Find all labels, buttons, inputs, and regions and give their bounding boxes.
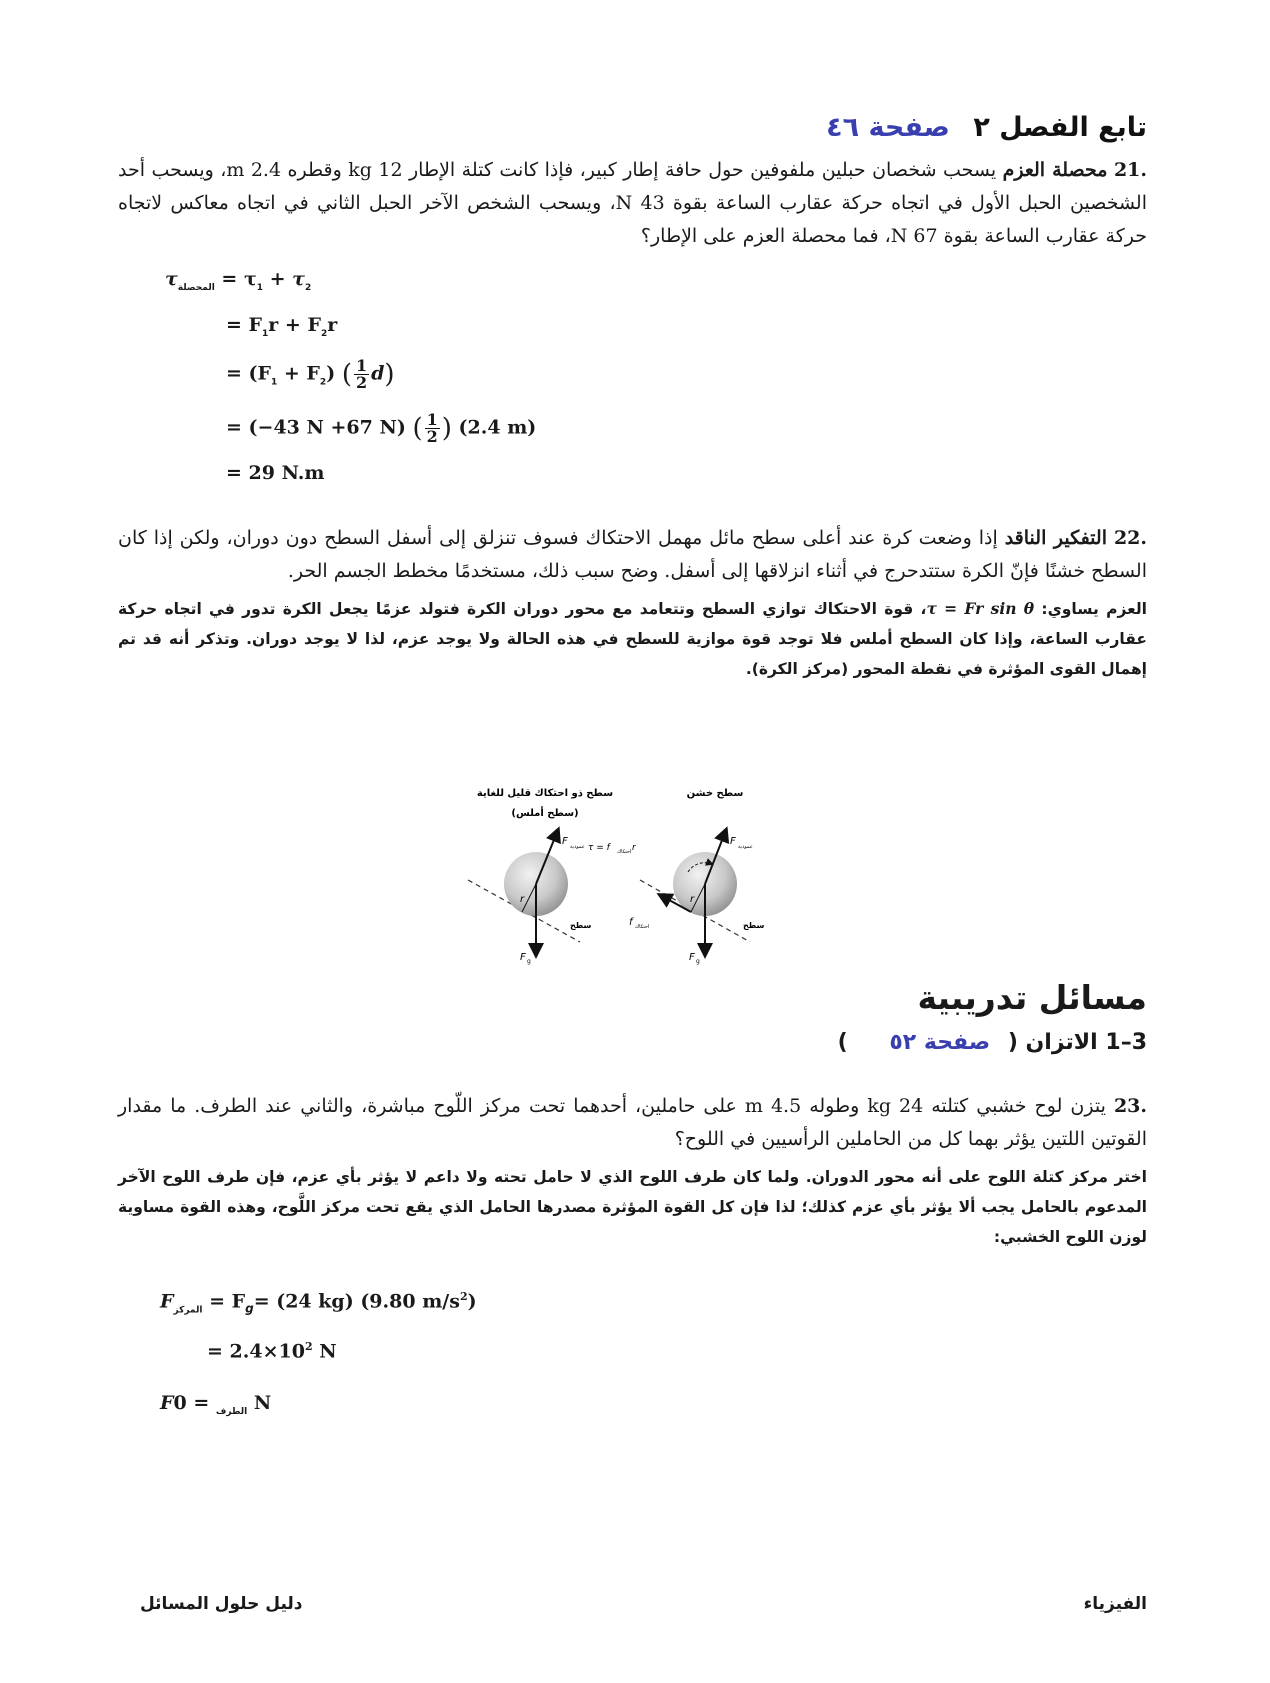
svg-text:f: f [629,917,633,928]
answer-23: اختر مركز كتلة اللوح على أنه محور الدوران. ولما كان طرف اللوح الذي لا حامل تحته ولا داعم لا يؤثر بأي عزم، فإن طرف اللوح الآخر المدعوم بالحامل يجب ألا يؤثر بأي عزم كذلك؛ لذا فإن كل القوة المؤثرة مصدرها الحامل الذي يقع تحت مركز اللَّوح، وهذه القوة مساوية لوزن اللوح الخشبي: [118,1168,1147,1246]
svg-text:r: r [520,894,525,905]
page-ref: صفحة ٤٦ [826,112,950,143]
free-body-diagram [460,780,820,970]
smooth-surface-title: سطح ذو احتكاك قليل للغاية [476,788,614,799]
question-number: 23. [1113,1095,1147,1117]
svg-text:سطح: سطح [743,921,765,930]
tau-subscript: المحصلة [177,283,215,293]
question-text: إذا وضعت كرة عند أعلى سطح مائل مهمل الاحتكاك فسوف تنزلق إلى أسفل السطح دون دوران، ولكن إذا كان السطح خشنًا فإنّ الكرة ستتدحرج في أثناء انزلاقها إلى أسفل. وضح سبب ذلك، مستخدمًا مخطط الجسم الحر. [118,527,1147,582]
fraction-half: $\frac{1}{2}$ [426,410,438,446]
equation-center-result: = $2.4\times 10^2$ N [207,1340,337,1363]
equation-line-4: = (−43 N +67 N) ( $\frac{1}{2}$ ) (2.4 m) [226,410,537,446]
svg-text:سطح: سطح [570,921,592,930]
equation-line-3: = $(F_1 + F_2)$ ( $\frac{1}{2}$ d) [226,356,395,392]
equation-line-1: $\tau_{المحصلة} = \tau_1 + \tau_2$ [165,268,312,293]
chapter-title: تابع الفصل ٢ [973,112,1147,143]
svg-text:احتكاك: احتكاك [617,849,632,855]
svg-text:r: r [690,894,695,905]
question-number: 21. [1113,159,1147,181]
equation-line-5: = 29 N.m [226,462,325,484]
question-keyword: التفكير الناقد [1004,527,1107,549]
svg-text:عمودية: عمودية [570,844,585,850]
fraction-half: $\frac{1}{2}$ [355,356,368,392]
question-text: يسحب شخصان حبلين ملفوفين حول حافة إطار كبير، فإذا كانت كتلة الإطار 12 kg وقطره 2.4 m، ويسحب أحد الشخصين الحبل الأول في اتجاه حركة عقارب الساعة بقوة 43 N، ويسحب الشخص الآخر الحبل الثاني في اتجاه معاكس لاتجاه حركة عقارب الساعة بقوة 67 N، فما محصلة العزم على الإطار؟ [118,159,1147,247]
svg-text:F: F [520,952,526,963]
svg-text:g: g [527,958,531,965]
page-header [826,112,1147,143]
equation-end-force: F $_{الطرف}$ = 0 N [160,1392,272,1417]
footer-guide-title: دليل حلول المسائل [140,1594,303,1614]
svg-text:F: F [562,836,568,847]
torque-formula: τ = Fr sin θ [926,599,1035,618]
svg-text:احتكاك: احتكاك [635,924,650,930]
rough-surface-title: سطح خشن [686,788,744,799]
smooth-surface-subtitle: (سطح أملس) [511,808,579,819]
question-22 [118,522,1147,588]
equation-line-2: = $F_1r + F_2r$ [226,314,338,339]
footer-subject: الفيزياء [1083,1594,1147,1614]
answer-22: العزم يساوي: τ = Fr sin θ، قوة الاحتكاك توازي السطح وتتعامد مع محور دوران الكرة فتولد عزمًا يجعل الكرة تدور في اتجاه حركة عقارب الساعة، وإذا كان السطح أملس فلا توجد قوة موازية للسطح في هذه الحالة ولا يوجد عزم، لذا لا يوجد دوران. وتذكر أنه قد تم إهمال القوى المؤثرة في نقطة المحور (مركز الكرة). [118,599,1147,678]
svg-text:r: r [632,843,636,853]
question-number: 22. [1113,527,1148,549]
question-23 [118,1090,1147,1156]
svg-text:g: g [696,958,700,965]
svg-text:F: F [730,836,736,847]
question-21 [118,154,1147,253]
svg-text:عمودية: عمودية [738,844,753,850]
section-title: مسائل تدريبية [917,978,1147,1017]
svg-text:F: F [689,952,695,963]
torque-equation-label: τ = f [588,843,610,853]
page-ref: صفحة ٥٢ [889,1030,991,1055]
section-subtitle: 3–1 الاتزان ( صفحة ٥٢ ) [837,1030,1147,1055]
eq-l1: = τ [221,268,257,290]
equation-center-force: $F_{المركز} = F_g= (24$ kg) (9.80 $m/s^2$) [160,1290,477,1316]
question-text: يتزن لوح خشبي كتلته 24 kg وطوله 4.5 m على حاملين، أحدهما تحت مركز اللّوح مباشرة، والثاني عند الطرف. ما مقدار القوتين اللتين يؤثر بهما كل من الحاملين الرأسيين في اللوح؟ [118,1095,1147,1150]
question-keyword: محصلة العزم [1002,159,1108,181]
